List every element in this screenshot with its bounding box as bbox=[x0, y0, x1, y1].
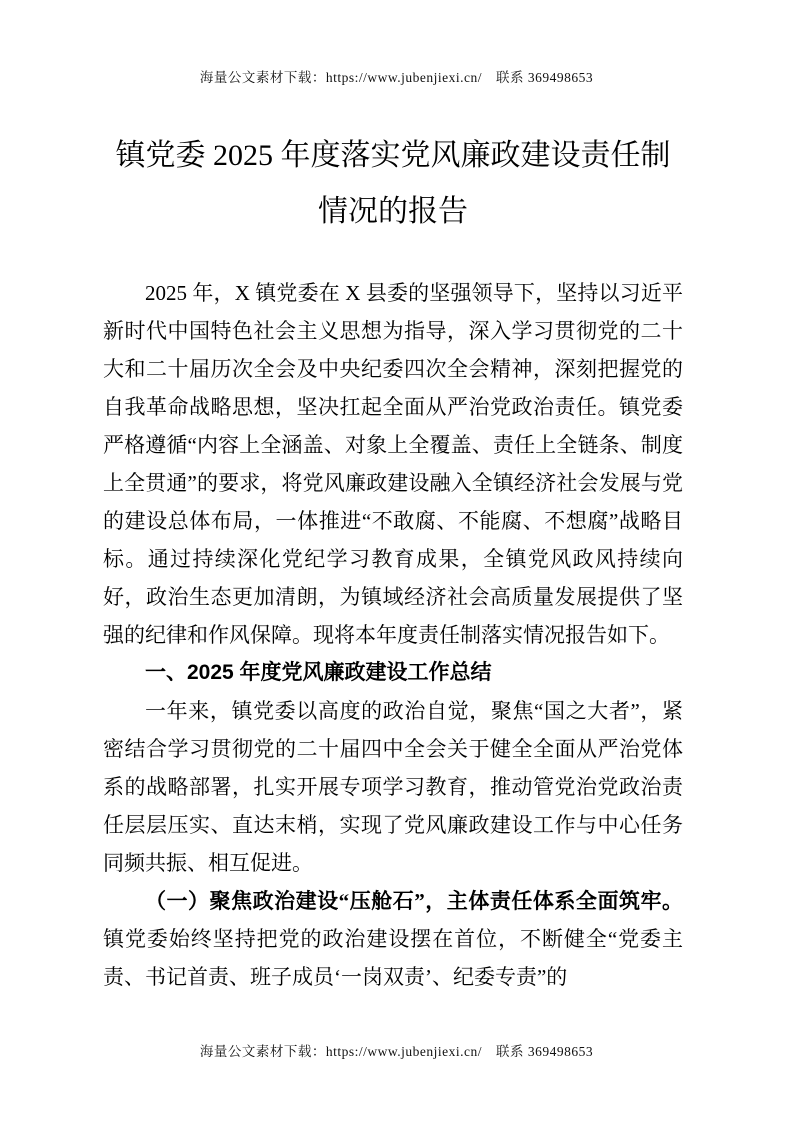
document-title bbox=[103, 128, 683, 240]
subsection-1-text: 镇党委始终坚持把党的政治建设摆在首位，不断健全“党委主责、书记首责、班子成员‘一岗双责’、纪委专责”的 bbox=[103, 927, 683, 989]
page-header: 海量公文素材下载：https://www.jubenjiexi.cn/ 联系 369498653 bbox=[199, 70, 594, 85]
paragraph-section-overview: 一年来，镇党委以高度的政治自觉，聚焦“国之大者”，紧密结合学习贯彻党的二十届四中全会关于健全全面从严治党体系的战略部署，扎实开展专项学习教育，推动管党治党政治责任层层压实、直达末梢，实现了党风廉政建设工作与中心任务同频共振、相互促进。 bbox=[103, 699, 683, 875]
document-title-line1: 镇党委 2025 年度落实党风廉政建设责任制 bbox=[115, 139, 671, 172]
paragraph-subsection-1 bbox=[103, 882, 683, 996]
document-title-line2: 情况的报告 bbox=[318, 195, 468, 228]
subsection-1-heading: （一）聚焦政治建设“压舱石”，主体责任体系全面筑牢。 bbox=[145, 889, 683, 913]
document-content bbox=[103, 128, 683, 996]
page-footer: 海量公文素材下载：https://www.jubenjiexi.cn/ 联系 369498653 bbox=[199, 1044, 594, 1059]
paragraph-introduction: 2025 年，X 镇党委在 X 县委的坚强领导下，坚持以习近平新时代中国特色社会主义思想为指导，深入学习贯彻党的二十大和二十届历次全会及中央纪委四次全会精神，深刻把握党的自我革命战略思想，坚决扛起全面从严治党政治责任。镇党委严格遵循“内容上全涵盖、对象上全覆盖、责任上全链条、制度上全贯通”的要求，将党风廉政建设融入全镇经济社会发展与党的建设总体布局，一体推进“不敢腐、不能腐、不想腐”战略目标。通过持续深化党纪学习教育成果，全镇党风政风持续向好，政治生态更加清朗，为镇域经济社会高质量发展提供了坚强的纪律和作风保障。现将本年度责任制落实情况报告如下。 bbox=[103, 281, 683, 647]
section-heading-work-summary: 一、2025 年度党风廉政建设工作总结 bbox=[145, 661, 492, 684]
